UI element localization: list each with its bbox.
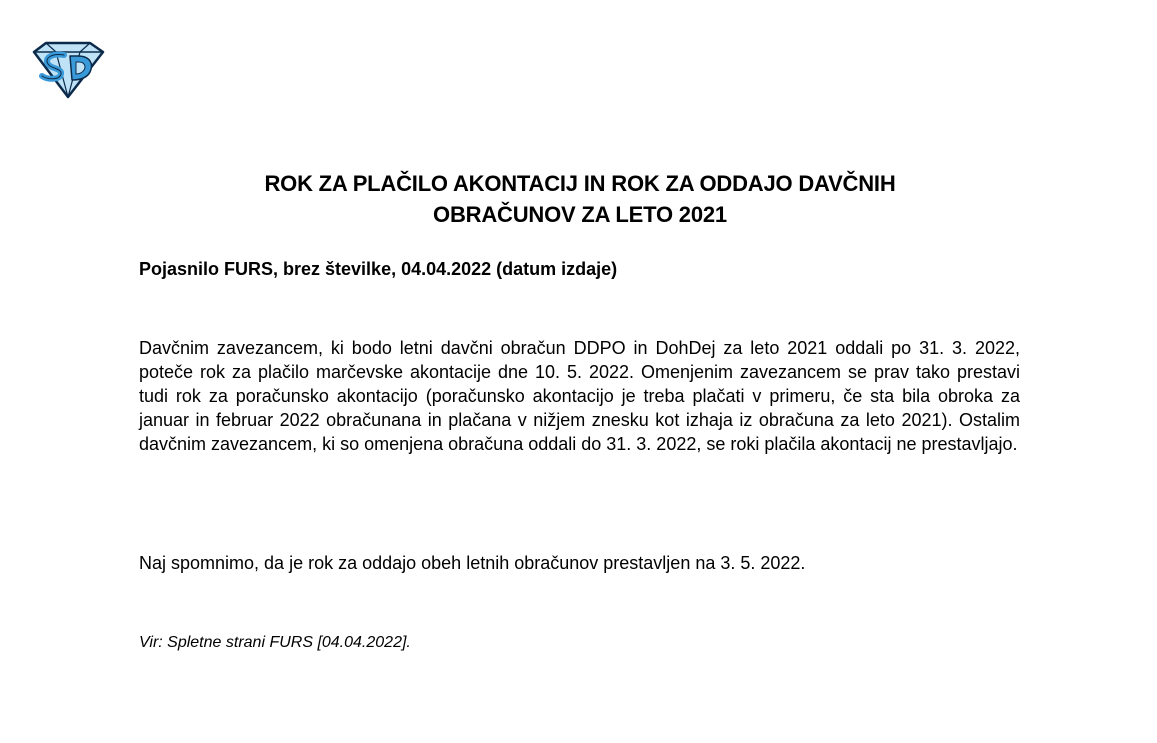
sd-diamond-logo-icon [30,40,106,100]
document-title [140,168,1020,230]
document-subtitle: Pojasnilo FURS, brez številke, 04.04.2022 (datum izdaje) [139,259,618,279]
title-line-2: OBRAČUNOV ZA LETO 2021 [433,202,727,227]
source-citation: Vir: Spletne strani FURS [04.04.2022]. [139,634,411,651]
title-line-1: ROK ZA PLAČILO AKONTACIJ IN ROK ZA ODDAJO DAVČNIH [264,171,896,196]
body-paragraph: Davčnim zavezancem, ki bodo letni davčni obračun DDPO in DohDej za leto 2021 oddali po 31. 3. 2022, poteče rok za plačilo marčevske akontacije dne 10. 5. 2022. Omenjenim zavezancem se prav tako prestavi tudi rok za poračunsko akontacijo (poračunsko akontacijo je treba plačati v primeru, če sta bila obroka za januar in februar 2022 obračunana in plačana v nižjem znesku kot izhaja iz obračuna za leto 2021). Ostalim davčnim zavezancem, ki so omenjena obračuna oddali do 31. 3. 2022, se roki plačila akontacij ne prestavljajo. [139,338,1020,454]
note-paragraph: Naj spomnimo, da je rok za oddajo obeh letnih obračunov prestavljen na 3. 5. 2022. [139,553,806,573]
